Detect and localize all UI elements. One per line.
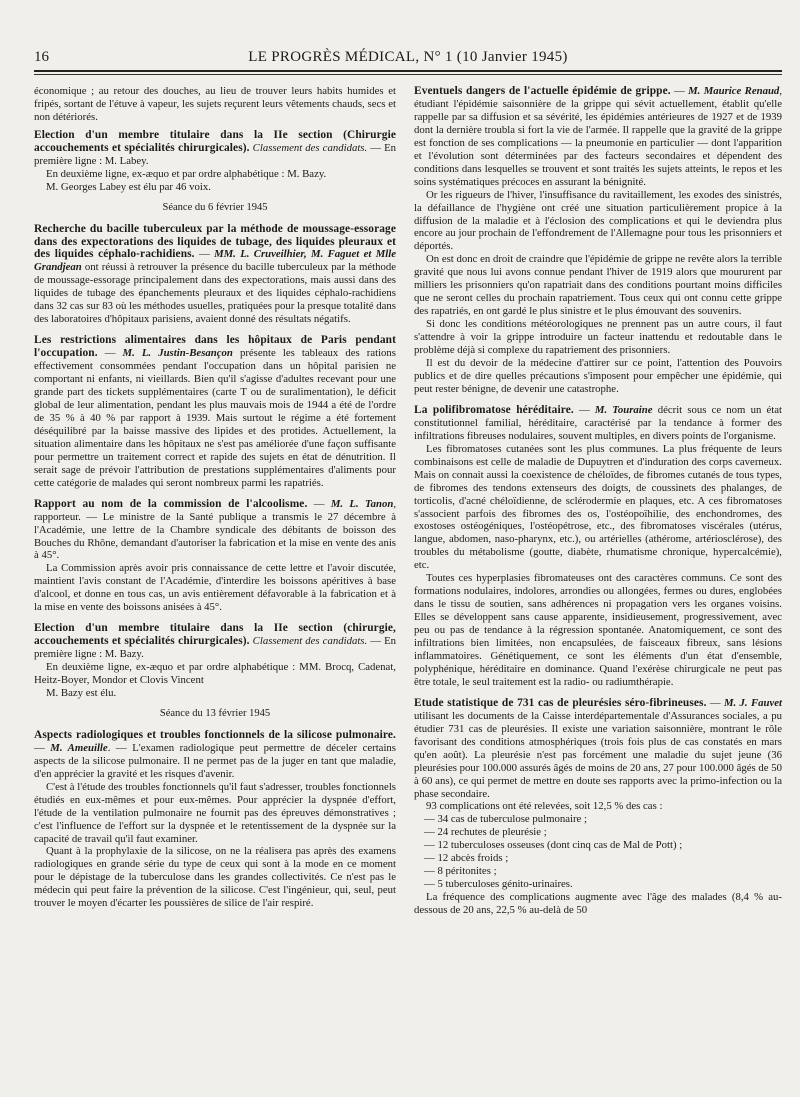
author-names: M. Touraine — [594, 403, 653, 416]
left-column — [34, 85, 396, 910]
text: . — L'examen radiologique peut permettre de déceler certains aspects de la silicose pulmonaire. Il ne permet pas de la juger en tant que maladie, d'en apprécier la gravité et les risques d'avenir. — [34, 741, 396, 780]
paragraph: En deuxième ligne, ex-æquo et par ordre alphabétique : M. Bazy. — [46, 167, 327, 180]
paragraph: M. Georges Labey est élu par 46 voix. — [46, 180, 211, 193]
dash: — — [573, 403, 595, 416]
list-item: — 34 cas de tuberculose pulmonaire ; — [424, 813, 587, 826]
complications-list — [414, 813, 782, 891]
article-alcoolisme — [34, 498, 396, 615]
article-election-1 — [34, 129, 396, 194]
author-names: M. J. Fauvet — [723, 696, 782, 709]
list-item: — 24 rechutes de pleurésie ; — [424, 826, 547, 839]
section-heading: Les restrictions alimentaires dans les hôpitaux de Paris pendant l'occupation. — [34, 334, 396, 360]
paragraph: économique ; au retour des douches, au lieu de trouver leurs habits humides et fripés, sortant de l'étuve à vapeur, les sujets reçurent leurs vêtements chauds, secs et non détériorés. — [34, 85, 396, 123]
text: utilisant les documents de la Caisse interdépartementale d'Assurances sociales, a pu étudier 731 cas de pleurésies. Il existe une variation saisonnière, montrant le rôle favorisant des conditions atmosphériques (trois fois plus de cas constatés en mars qu'en août). La pleurésie n'est pas forcément une maladie du sujet jeune (36 pleurésies pour 100.000 assurés âgés de moins de 20 ans, 27 pour 100.000 âgés de 50 à 60 ans), ce qui permet de mettre en doute ses rapports avec la primo-infection ou la phase secondaire. — [414, 709, 782, 800]
author-names: MM. L. Cruveilhier, M. Faguet et Mlle Grandjean — [34, 248, 396, 274]
paragraph: Or les rigueurs de l'hiver, l'insuffisance du ravitaillement, les exodes des sinistrés, la défaillance de l'hygiène ont créé une situation particulièrement propice à la diffusion de la maladie et à l'éclosion des complications et qui le deviendra plus encore au jour prochain de l'effondrement de l'Allemagne pour tous les prisonniers et déportés. — [414, 188, 782, 253]
paragraph: Quant à la prophylaxie de la silicose, on ne la réalisera pas après des examens radiologiques en grande série du type de ceux qui sont à la mode en ce moment pour le dépistage de la tuberculose dans les grandes collectivités. Ce n'est pas le médecin qui peut faire la prévention de la silicose. C'est l'ingénieur, qui, seul, peut trouver le moyen d'écarter les poussières de silice de l'air respiré. — [34, 845, 396, 910]
text: , étudiant l'épidémie saisonnière de la grippe qui sévit actuellement, établit qu'elle rappelle par sa diffusion et sa sévérité, les épidémies antérieures de 1927 et de 1939 dont la dernière troubla si fort la vie de l'armée. Il rappelle que la gravité de la grippe est fonction de ses complications — la pneumonie en particulier — dont l'apparition et l'évolution sont déterminées par des facteurs secondaires et dépendent des conditions dans lesquelles se trouvent et sont traités les sujets atteints, le repos et les soins systématiques précoces en assurant la bénignité. — [414, 85, 782, 188]
paragraph: 93 complications ont été relevées, soit 12,5 % des cas : — [426, 800, 663, 813]
paragraph: C'est à l'étude des troubles fonctionnels qu'il faut s'adresser, troubles fonctionnels étudiés en eux-mêmes et pour eux-mêmes. Pour apprécier la dyspnée d'effort, l'étude de la ventilation pulmonaire ne fournit pas des épreuves démonstratives ; c'est l'influence de l'effort sur la dyspnée et le retentissement de la dyspnée sur la capacité de travail qu'il faut examiner. — [34, 780, 396, 845]
section-heading: Rapport au nom de la commission de l'alcoolisme. — [34, 497, 308, 510]
dash: — — [670, 85, 689, 97]
paragraph: La Commission après avoir pris connaissance de cette lettre et l'avoir discutée, maintient l'avis constant de l'Académie, d'interdire les boissons apéritives à base d'alcool, et donne en tous cas, un avis entièrement défavorable à la fabrication et à la mise en vente des boissons anisées à 45°. — [34, 562, 396, 614]
paragraph: On est donc en droit de craindre que l'épidémie de grippe ne revête alors la terrible gravité que nous lui avons connue pendant l'hiver de 1919 alors que moururent par milliers les prisonniers qu'on rapatriait dans des conditions pourtant moins difficiles que ne seront celles du prochain rapatriement. Tous ceux qui ont connu cette grippe des rapatriés, en ont gardé le plus sinistre et le plus émouvant des souvenirs. — [414, 253, 782, 318]
section-heading: Recherche du bacille tuberculeux par la méthode de moussage-essorage dans des expectorations des liquides de tubage, des liquides pleuraux et des liquides céphalo-rachidiens. — [34, 222, 396, 261]
list-item: — 8 péritonites ; — [424, 865, 497, 878]
seance-date: Séance du 13 février 1945 — [159, 707, 271, 719]
dash: — — [194, 248, 215, 261]
text: — En première ligne : M. Bazy. — [34, 635, 397, 661]
page-header — [34, 49, 782, 67]
article-polifibromatose — [414, 404, 782, 689]
list-item: — 5 tuberculoses génito-urinaires. — [424, 878, 573, 891]
article-silicose — [34, 729, 396, 910]
paragraph: Il est du devoir de la médecine d'attirer sur ce point, l'attention des Pouvoirs publics et de dire quelles précautions s'imposent pour empêcher une épidémie, qui peut rester bénigne, de devenir une catastrophe. — [414, 357, 782, 395]
text: décrit sous ce nom un état constitutionnel familial, héréditaire, caractérisé par la tendance à former des infiltrations fibreuses nodulaires, souvent multiples, en divers points de l'organisme. — [414, 403, 783, 442]
dash: — — [97, 347, 123, 360]
author-names: M. Maurice Renaud — [688, 85, 780, 97]
paragraph: En deuxième ligne, ex-æquo et par ordre alphabétique : MM. Brocq, Cadenat, Heitz-Boyer, Mondor et Clovis Vincent — [34, 661, 396, 687]
article-pleuresies — [414, 697, 782, 917]
section-heading: La polifibromatose héréditaire. — [414, 403, 574, 416]
list-item: — 12 abcès froids ; — [424, 852, 509, 865]
section-heading: Election d'un membre titulaire dans la IIe section (chirurgie, accouchements et spécialités chirurgicales). — [34, 622, 396, 648]
section-heading: Eventuels dangers de l'actuelle épidémie de grippe. — [414, 85, 671, 97]
dash: — — [307, 497, 331, 510]
text: présente les tableaux des rations effectivement consommées pendant l'occupation dans un hôpital parisien ne comportant ni enfants, ni vieillards. Bien qu'il s'agisse d'adultes recevant pour une grande part des tickets supplémentaires (carte T ou de suralimentation), le déficit global de leur alimentation, pendant les plus mauvais mois de 1944 a été de l'ordre de 35 % à 40 % par rapport à 1939. Mais surtout le régime a été fortement déséquilibré par la baisse massive des lipides et des protides. Actuellement, la situation alimentaire dans les hôpitaux ne s'est pas améliorée d'une façon suffisante pour permettre un traitement correct et rapide des sujets en état de dénutrition. Il serait sage de prévoir l'attribution de prestations supplémentaires d'aliments pour cette catégorie de malades qui seront nombreux parmi les rapatriés. — [34, 347, 396, 489]
classement-label: Classement des candidats. — [252, 635, 368, 648]
paragraph: Les fibromatoses cutanées sont les plus communes. La plus fréquente de leurs combinaisons est celle de maladie de Dupuytren et d'induration des corps caverneux. Mais on connait aussi la coexistence de chéloïdes, de fibromes cutanés de tous types, de fibromes des tendons extenseurs des doigts, de coussinets des phalanges, de torticolis, d'acné chéloïdienne, de sclérodermie en plaques, etc. A ces fibromatoses s'associent parfois des fibromes des os, l'ostéopoïhilie, des enchondromes, des exostoses ostéogéniques, l'ostéopétrose, etc., des fibromatoses viscérales (utérus, langue, abdomen, naso-pharynx, etc.), ou artérielles (athérome, artériosclérose), des troubles du métabolisme (goutte, diabète, rhumatisme chronique, hypercalcémie), etc. — [414, 442, 782, 572]
page-number: 16 — [34, 49, 49, 65]
text: , rapporteur. — Le ministre de la Santé publique a transmis le 27 décembre à l'Académie, une lettre de la Chambre syndicale des débitants de boisson des Bouches du Rhône, demandant d'autoriser la fabrication et la mise en vente des anis à 45°. — [34, 497, 396, 562]
right-column — [414, 85, 782, 917]
paragraph: M. Bazy est élu. — [46, 686, 117, 699]
seance-date: Séance du 6 février 1945 — [162, 201, 268, 213]
paragraph: La fréquence des complications augmente avec l'âge des malades (8,4 % au-dessous de 20 ans, 22,5 % au-delà de 50 — [414, 891, 782, 917]
dash: — — [34, 741, 51, 754]
article-restrictions — [34, 334, 396, 489]
list-item: — 12 tuberculoses osseuses (dont cinq cas de Mal de Pott) ; — [424, 839, 683, 852]
author-names: M. Ameuille — [50, 741, 108, 754]
paragraph: Si donc les conditions météorologiques ne prennent pas un autre cours, il faut s'attendre à voir la grippe introduire un facteur inattendu et redoutable dans le problème déjà si complexe du rapatriement des prisonniers. — [414, 318, 782, 357]
article-bacille — [34, 223, 396, 327]
dash: — — [706, 696, 724, 709]
header-rule — [34, 70, 782, 72]
journal-title: LE PROGRÈS MÉDICAL, N° 1 (10 Janvier 1945) — [248, 49, 568, 65]
section-heading: Aspects radiologiques et troubles fonctionnels de la silicose pulmonaire. — [34, 728, 396, 741]
author-names: M. L. Justin-Besançon — [122, 347, 233, 360]
classement-label: Classement des candidats. — [252, 141, 368, 154]
author-names: M. L. Tanon — [330, 497, 394, 510]
paragraph: Toutes ces hyperplasies fibromateuses ont des caractères communs. Ce sont des formations nodulaires, indolores, arrondies ou allongées, fermes ou dures, englobées dans le tissu de soutien, sans adhérences ni propagation vers les organes voisins. Elles se développent sans cause apparente, insidieusement, progressivement, avec peu ou pas de tendance à la régression spontanée. Anatomiquement, ce sont des infiltrations bien limitées, non encapsulées, de faisceaux fibreux, sans lésions inflammatoires. Génétiquement, ce sont les éléments d'un état d'ensemble, polyphénique, héréditaire en dominance. Quand l'exérèse chirurgicale ne peut pas être totale, le seul traitement est la radio- ou radiumthérapie. — [414, 572, 782, 688]
article-grippe — [414, 85, 782, 396]
section-heading: Election d'un membre titulaire dans la IIe section (Chirurgie accouchements et spécialités chirurgicales). — [34, 128, 396, 154]
text: — En première ligne : M. Labey. — [34, 141, 397, 167]
section-heading: Etude statistique de 731 cas de pleurésies séro-fibrineuses. — [414, 696, 707, 709]
text: ont réussi à retrouver la présence du bacille tuberculeux par la méthode de moussage-essorage principalement dans des expectorations, mais aussi dans des liquides de tubage des épanchements pleuraux et des liquides céphalo-rachidiens dans 32 cas sur 83 où les méthodes usuelles, pratiquées pour la presque totalité dans des laboratoires d'hôpitaux parisiens, avaient donné des résultats négatifs. — [34, 261, 396, 326]
article-election-2 — [34, 622, 396, 700]
header-rule-thin — [34, 74, 782, 75]
